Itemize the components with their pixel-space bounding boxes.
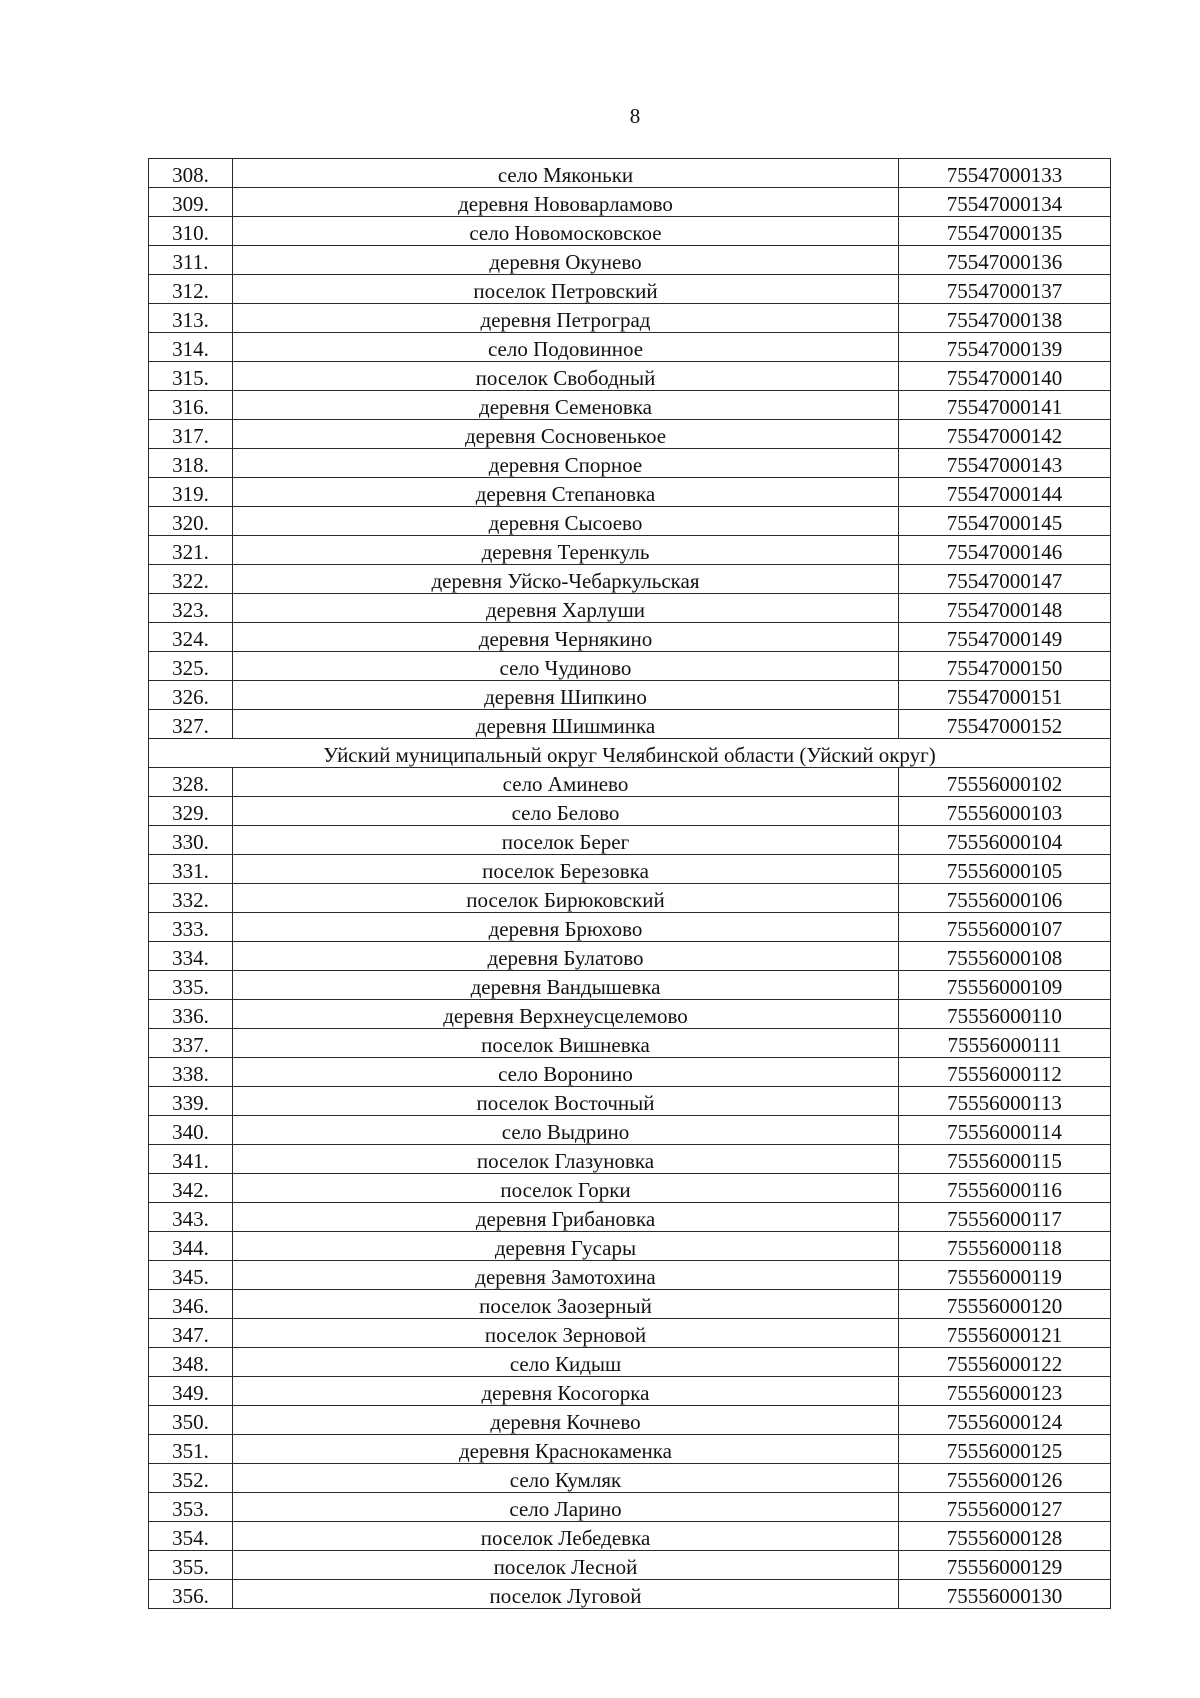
- oktmo-code: 75556000106: [899, 884, 1111, 913]
- oktmo-code: 75556000110: [899, 1000, 1111, 1029]
- row-number: 311.: [149, 246, 233, 275]
- row-number: 344.: [149, 1232, 233, 1261]
- settlement-name: поселок Петровский: [233, 275, 899, 304]
- oktmo-code: 75556000102: [899, 768, 1111, 797]
- row-number: 315.: [149, 362, 233, 391]
- settlement-name: поселок Берег: [233, 826, 899, 855]
- oktmo-code: 75547000137: [899, 275, 1111, 304]
- table-row: [149, 768, 1111, 797]
- row-number: 308.: [149, 159, 233, 188]
- settlement-name: поселок Вишневка: [233, 1029, 899, 1058]
- table-row: [149, 478, 1111, 507]
- settlement-name: деревня Чернякино: [233, 623, 899, 652]
- settlement-name: село Выдрино: [233, 1116, 899, 1145]
- table-row: [149, 1348, 1111, 1377]
- settlement-name: поселок Березовка: [233, 855, 899, 884]
- table-row: [149, 536, 1111, 565]
- oktmo-code: 75556000130: [899, 1580, 1111, 1609]
- table-row: [149, 681, 1111, 710]
- oktmo-code: 75547000148: [899, 594, 1111, 623]
- settlement-name: поселок Бирюковский: [233, 884, 899, 913]
- table-row: [149, 1464, 1111, 1493]
- row-number: 312.: [149, 275, 233, 304]
- table-row: [149, 246, 1111, 275]
- oktmo-code: 75556000107: [899, 913, 1111, 942]
- row-number: 353.: [149, 1493, 233, 1522]
- settlement-name: деревня Брюхово: [233, 913, 899, 942]
- settlement-name: поселок Лебедевка: [233, 1522, 899, 1551]
- row-number: 341.: [149, 1145, 233, 1174]
- table-row: [149, 507, 1111, 536]
- settlement-name: село Кидыш: [233, 1348, 899, 1377]
- table-row: [149, 1435, 1111, 1464]
- oktmo-code: 75547000144: [899, 478, 1111, 507]
- settlement-name: деревня Сосновенькое: [233, 420, 899, 449]
- settlement-name: село Аминево: [233, 768, 899, 797]
- settlement-name: деревня Харлуши: [233, 594, 899, 623]
- table-row: [149, 391, 1111, 420]
- oktmo-code: 75556000112: [899, 1058, 1111, 1087]
- oktmo-code: 75556000111: [899, 1029, 1111, 1058]
- row-number: 326.: [149, 681, 233, 710]
- settlements-table: [148, 158, 1111, 1609]
- row-number: 317.: [149, 420, 233, 449]
- row-number: 322.: [149, 565, 233, 594]
- table-row: [149, 1290, 1111, 1319]
- table-row: [149, 304, 1111, 333]
- settlement-name: деревня Булатово: [233, 942, 899, 971]
- row-number: 330.: [149, 826, 233, 855]
- oktmo-code: 75547000141: [899, 391, 1111, 420]
- settlement-name: поселок Восточный: [233, 1087, 899, 1116]
- settlement-name: деревня Степановка: [233, 478, 899, 507]
- table-row: [149, 159, 1111, 188]
- settlement-name: село Подовинное: [233, 333, 899, 362]
- row-number: 324.: [149, 623, 233, 652]
- settlement-name: деревня Сысоево: [233, 507, 899, 536]
- table-row: [149, 362, 1111, 391]
- row-number: 346.: [149, 1290, 233, 1319]
- settlement-name: деревня Шишминка: [233, 710, 899, 739]
- oktmo-code: 75556000118: [899, 1232, 1111, 1261]
- table-row: [149, 1261, 1111, 1290]
- table-row: [149, 884, 1111, 913]
- row-number: 323.: [149, 594, 233, 623]
- row-number: 345.: [149, 1261, 233, 1290]
- oktmo-code: 75547000149: [899, 623, 1111, 652]
- table-row: [149, 826, 1111, 855]
- settlement-name: деревня Уйско-Чебаркульская: [233, 565, 899, 594]
- oktmo-code: 75556000120: [899, 1290, 1111, 1319]
- settlement-name: село Чудиново: [233, 652, 899, 681]
- oktmo-code: 75556000125: [899, 1435, 1111, 1464]
- settlement-name: поселок Глазуновка: [233, 1145, 899, 1174]
- settlement-name: деревня Семеновка: [233, 391, 899, 420]
- oktmo-code: 75556000123: [899, 1377, 1111, 1406]
- row-number: 343.: [149, 1203, 233, 1232]
- settlement-name: поселок Заозерный: [233, 1290, 899, 1319]
- row-number: 329.: [149, 797, 233, 826]
- table-row: [149, 942, 1111, 971]
- settlement-name: деревня Косогорка: [233, 1377, 899, 1406]
- table-row: [149, 1406, 1111, 1435]
- row-number: 334.: [149, 942, 233, 971]
- row-number: 340.: [149, 1116, 233, 1145]
- settlement-name: деревня Нововарламово: [233, 188, 899, 217]
- row-number: 319.: [149, 478, 233, 507]
- row-number: 327.: [149, 710, 233, 739]
- oktmo-code: 75556000108: [899, 942, 1111, 971]
- table-row: [149, 1029, 1111, 1058]
- row-number: 310.: [149, 217, 233, 246]
- oktmo-code: 75547000140: [899, 362, 1111, 391]
- oktmo-code: 75556000109: [899, 971, 1111, 1000]
- settlement-name: деревня Вандышевка: [233, 971, 899, 1000]
- table-row: [149, 652, 1111, 681]
- table-row: [149, 971, 1111, 1000]
- settlement-name: село Воронино: [233, 1058, 899, 1087]
- table-row: [149, 1087, 1111, 1116]
- table-row: [149, 333, 1111, 362]
- row-number: 328.: [149, 768, 233, 797]
- oktmo-code: 75556000115: [899, 1145, 1111, 1174]
- table-row: [149, 1232, 1111, 1261]
- row-number: 336.: [149, 1000, 233, 1029]
- row-number: 352.: [149, 1464, 233, 1493]
- oktmo-code: 75556000121: [899, 1319, 1111, 1348]
- table-row: [149, 594, 1111, 623]
- row-number: 321.: [149, 536, 233, 565]
- oktmo-code: 75556000122: [899, 1348, 1111, 1377]
- oktmo-code: 75547000145: [899, 507, 1111, 536]
- table-row: [149, 1203, 1111, 1232]
- row-number: 354.: [149, 1522, 233, 1551]
- row-number: 338.: [149, 1058, 233, 1087]
- settlement-name: село Новомосковское: [233, 217, 899, 246]
- table-row: [149, 1000, 1111, 1029]
- settlement-name: деревня Грибановка: [233, 1203, 899, 1232]
- row-number: 348.: [149, 1348, 233, 1377]
- row-number: 316.: [149, 391, 233, 420]
- table-row: [149, 1145, 1111, 1174]
- oktmo-code: 75547000136: [899, 246, 1111, 275]
- settlement-name: село Мяконьки: [233, 159, 899, 188]
- table-row: [149, 623, 1111, 652]
- oktmo-code: 75556000114: [899, 1116, 1111, 1145]
- row-number: 337.: [149, 1029, 233, 1058]
- table-row: [149, 275, 1111, 304]
- settlement-name: село Белово: [233, 797, 899, 826]
- oktmo-code: 75556000128: [899, 1522, 1111, 1551]
- settlements-table-body: [149, 159, 1111, 1609]
- row-number: 325.: [149, 652, 233, 681]
- table-row: [149, 217, 1111, 246]
- oktmo-code: 75556000119: [899, 1261, 1111, 1290]
- row-number: 332.: [149, 884, 233, 913]
- oktmo-code: 75547000147: [899, 565, 1111, 594]
- settlement-name: деревня Кочнево: [233, 1406, 899, 1435]
- settlement-name: поселок Лесной: [233, 1551, 899, 1580]
- settlement-name: деревня Теренкуль: [233, 536, 899, 565]
- row-number: 318.: [149, 449, 233, 478]
- oktmo-code: 75547000150: [899, 652, 1111, 681]
- row-number: 339.: [149, 1087, 233, 1116]
- oktmo-code: 75556000104: [899, 826, 1111, 855]
- settlement-name: деревня Краснокаменка: [233, 1435, 899, 1464]
- settlement-name: поселок Луговой: [233, 1580, 899, 1609]
- table-row: [149, 420, 1111, 449]
- oktmo-code: 75556000124: [899, 1406, 1111, 1435]
- oktmo-code: 75547000146: [899, 536, 1111, 565]
- table-row: [149, 1319, 1111, 1348]
- table-row: [149, 710, 1111, 739]
- oktmo-code: 75547000133: [899, 159, 1111, 188]
- row-number: 342.: [149, 1174, 233, 1203]
- settlement-name: село Ларино: [233, 1493, 899, 1522]
- table-row: [149, 855, 1111, 884]
- row-number: 351.: [149, 1435, 233, 1464]
- oktmo-code: 75547000151: [899, 681, 1111, 710]
- settlement-name: деревня Гусары: [233, 1232, 899, 1261]
- row-number: 314.: [149, 333, 233, 362]
- oktmo-code: 75547000152: [899, 710, 1111, 739]
- table-row: [149, 1580, 1111, 1609]
- table-row: [149, 1174, 1111, 1203]
- settlement-name: село Кумляк: [233, 1464, 899, 1493]
- settlement-name: деревня Окунево: [233, 246, 899, 275]
- oktmo-code: 75556000116: [899, 1174, 1111, 1203]
- oktmo-code: 75556000127: [899, 1493, 1111, 1522]
- table-row: [149, 797, 1111, 826]
- table-row: [149, 1551, 1111, 1580]
- row-number: 347.: [149, 1319, 233, 1348]
- table-row: [149, 1116, 1111, 1145]
- oktmo-code: 75547000143: [899, 449, 1111, 478]
- table-row: [149, 188, 1111, 217]
- settlement-name: деревня Петроград: [233, 304, 899, 333]
- row-number: 350.: [149, 1406, 233, 1435]
- oktmo-code: 75556000113: [899, 1087, 1111, 1116]
- oktmo-code: 75556000117: [899, 1203, 1111, 1232]
- row-number: 333.: [149, 913, 233, 942]
- settlement-name: поселок Горки: [233, 1174, 899, 1203]
- row-number: 313.: [149, 304, 233, 333]
- row-number: 335.: [149, 971, 233, 1000]
- settlement-name: деревня Замотохина: [233, 1261, 899, 1290]
- oktmo-code: 75547000139: [899, 333, 1111, 362]
- table-row: [149, 1377, 1111, 1406]
- row-number: 309.: [149, 188, 233, 217]
- page-number: 8: [629, 104, 641, 128]
- table-row: [149, 1058, 1111, 1087]
- oktmo-code: 75547000138: [899, 304, 1111, 333]
- oktmo-code: 75547000134: [899, 188, 1111, 217]
- section-header-row: [149, 739, 1111, 768]
- row-number: 320.: [149, 507, 233, 536]
- table-row: [149, 449, 1111, 478]
- table-row: [149, 913, 1111, 942]
- settlement-name: поселок Свободный: [233, 362, 899, 391]
- row-number: 349.: [149, 1377, 233, 1406]
- table-row: [149, 1522, 1111, 1551]
- oktmo-code: 75547000135: [899, 217, 1111, 246]
- settlement-name: деревня Спорное: [233, 449, 899, 478]
- section-header: Уйский муниципальный округ Челябинской области (Уйский округ): [149, 739, 1111, 768]
- table-row: [149, 1493, 1111, 1522]
- oktmo-code: 75556000126: [899, 1464, 1111, 1493]
- settlement-name: деревня Верхнеусцелемово: [233, 1000, 899, 1029]
- oktmo-code: 75556000129: [899, 1551, 1111, 1580]
- row-number: 331.: [149, 855, 233, 884]
- settlement-name: деревня Шипкино: [233, 681, 899, 710]
- row-number: 355.: [149, 1551, 233, 1580]
- table-row: [149, 565, 1111, 594]
- oktmo-code: 75547000142: [899, 420, 1111, 449]
- oktmo-code: 75556000105: [899, 855, 1111, 884]
- oktmo-code: 75556000103: [899, 797, 1111, 826]
- settlement-name: поселок Зерновой: [233, 1319, 899, 1348]
- row-number: 356.: [149, 1580, 233, 1609]
